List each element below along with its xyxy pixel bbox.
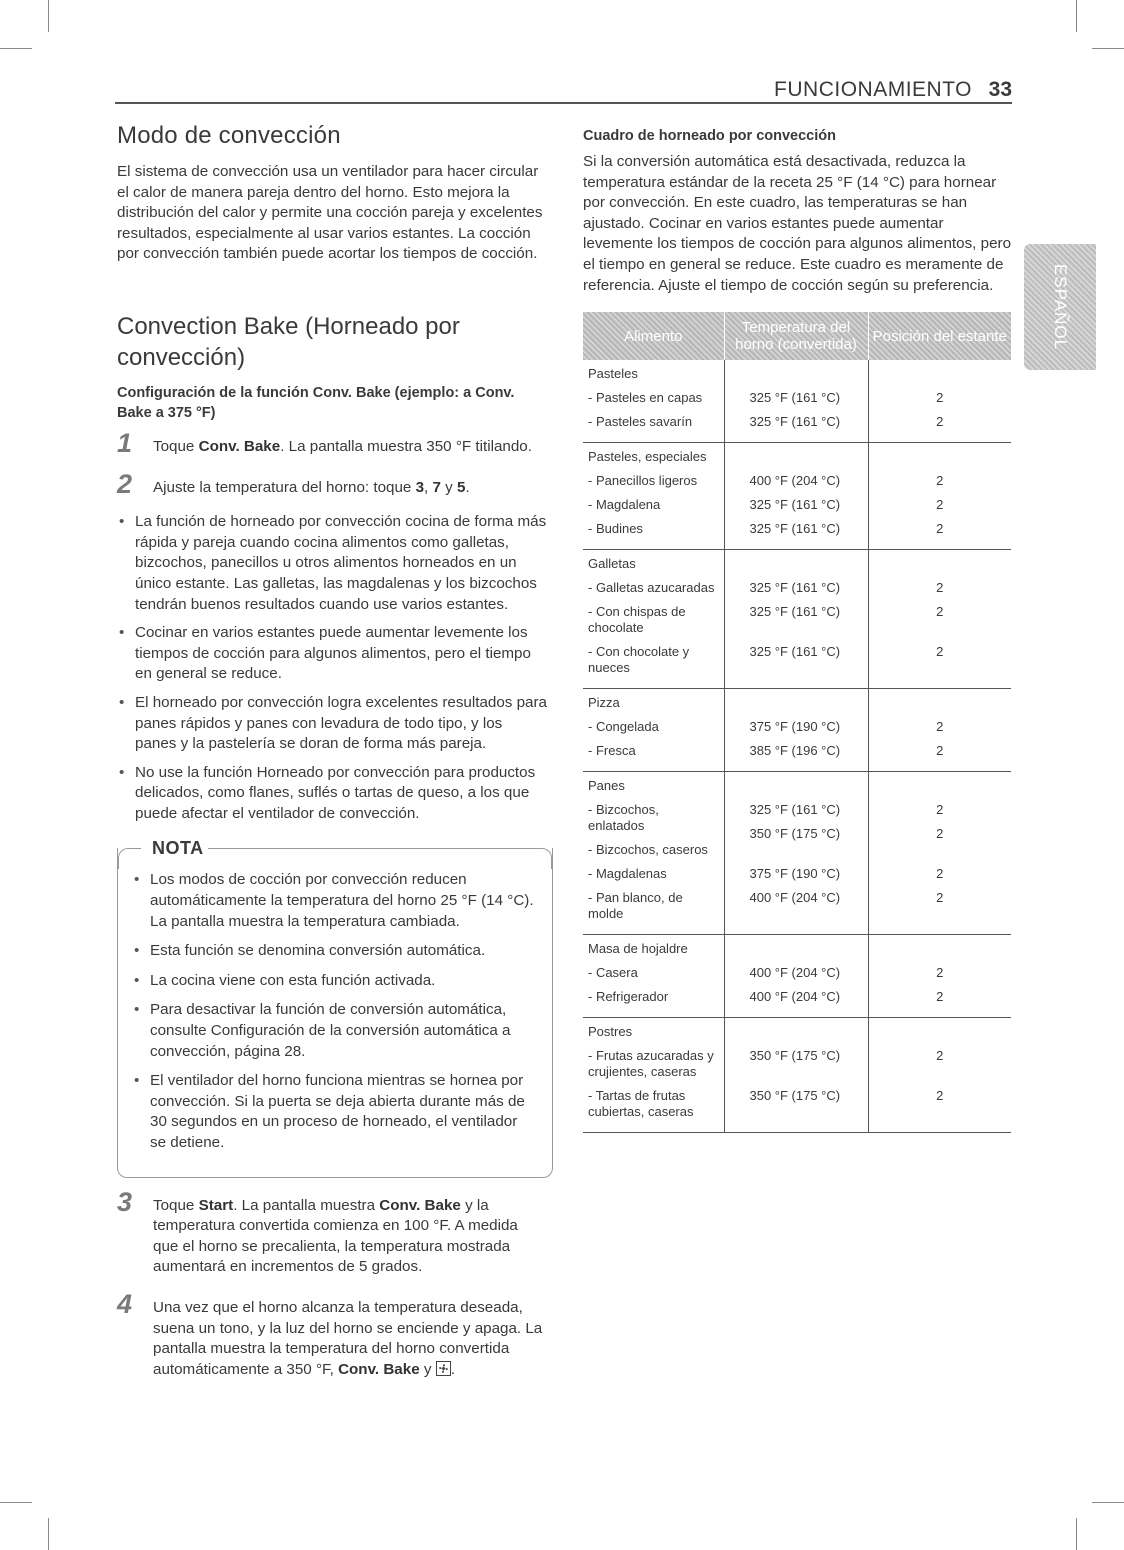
rack-position: 2 [936,1048,944,1064]
food-item: - Casera [588,965,638,981]
button-name: Start [198,1196,234,1214]
temp-value: 325 °F (161 °C) [749,390,841,406]
step-text: , [424,478,433,496]
temp-value: 350 °F (175 °C) [749,1048,841,1064]
crop-mark [1076,1518,1077,1550]
step-text: y [440,478,457,496]
temp-value: 325 °F (161 °C) [749,802,841,818]
rack-position: 2 [936,743,944,759]
crop-mark [1092,1502,1124,1503]
food-item: - Bizcochos, enlatados [588,802,659,834]
rack-position: 2 [936,866,944,882]
table-group [583,935,1011,1018]
chart-heading: Cuadro de horneado por convección [583,128,836,144]
note-box [117,838,553,1177]
subsection-heading: Convection Bake (Horneado por convección) [117,312,460,371]
food-category: Pasteles [588,366,638,382]
section-heading: Modo de convección [117,122,341,149]
note-label: NOTA [148,838,208,859]
rack-position: 2 [936,521,944,537]
table-group [583,772,1011,935]
mode-name: Conv. Bake [338,1360,420,1378]
rack-position: 2 [936,644,944,660]
table-group [583,1018,1011,1133]
right-column [583,128,1013,1133]
crop-mark [1092,48,1124,49]
food-item: - Bizcochos, caseros [588,842,708,858]
food-item: - Pasteles savarín [588,414,693,430]
section-title: FUNCIONAMIENTO [774,78,972,101]
crop-mark [0,1502,32,1503]
temp-value: 350 °F (175 °C) [749,826,841,842]
step-1 [117,427,547,458]
food-category: Galletas [588,556,636,572]
rack-position: 2 [936,414,944,430]
crop-mark [1076,0,1077,32]
left-column [117,122,547,1400]
food-item: - Pan blanco, de molde [588,890,683,922]
temp-value: 385 °F (196 °C) [749,743,841,759]
food-item: - Con chocolate y nueces [588,644,690,676]
rack-position: 2 [936,473,944,489]
note-item: • Los modos de cocción por convección reducen automáticamente la temperatura del horno 25 °F (14 °C). La pantalla muestra la temperatura cambiada. [132,870,534,932]
crop-mark [0,48,32,49]
rack-position: 2 [936,989,944,1005]
page-header [115,78,1012,104]
rack-position: 2 [936,719,944,735]
temp-value: 400 °F (204 °C) [749,890,841,906]
food-category: Postres [588,1024,633,1040]
rack-position: 2 [936,965,944,981]
col-header-rack: Posición del estante [868,312,1011,360]
note-item: • Para desactivar la función de conversión automática, consulte Configuración de la conversión automática a convección, página 28. [132,1000,534,1062]
key-name: 3 [415,478,425,496]
rack-position: 2 [936,1088,944,1104]
table-group [583,689,1011,772]
key-name: 7 [432,478,441,496]
note-item: • La cocina viene con esta función activada. [132,971,534,992]
food-item: - Frutas azucaradas y crujientes, caseras [588,1048,714,1080]
temp-value: 325 °F (161 °C) [749,414,841,430]
rack-position: 2 [936,890,944,906]
step-text: Una vez que el horno alcanza la temperatura deseada, suena un tono, y la luz del horno se enciende y apaga. La pantalla muestra la temperatura del horno convertida automáticamente a 350 °F, [153,1298,543,1378]
page-number: 33 [988,78,1012,101]
food-category: Masa de hojaldre [588,941,688,957]
temp-value: 325 °F (161 °C) [749,497,841,513]
temp-value: 325 °F (161 °C) [749,521,841,537]
food-category: Panes [588,778,625,794]
temp-value: 325 °F (161 °C) [749,644,841,660]
temp-value: 325 °F (161 °C) [749,604,841,620]
step-number: 3 [117,1186,133,1217]
step-2 [117,468,547,499]
intro-paragraph: El sistema de convección usa un ventilador para hacer circular el calor de manera pareja dentro del horno. Esto mejora la distribución del calor y permite una cocción pareja y excelentes resultados, especialmente al usar varios estantes. La cocción por convección también puede acortar los tiempos de cocción. [117,163,543,263]
step-text: . La pantalla muestra [233,1196,380,1214]
food-item: - Magdalenas [588,866,667,882]
note-item: • Esta función se denomina conversión automática. [132,941,534,962]
step-text: Ajuste la temperatura del horno: toque [153,478,416,496]
crop-mark [48,0,49,32]
step-text: y [419,1360,436,1378]
food-category: Pizza [588,695,620,711]
chart-intro: Si la conversión automática está desactivada, reduzca la temperatura estándar de la receta 25 °F (14 °C) para hornear por convección. En este cuadro, las temperaturas se han ajustado. Cocinar en varios estantes puede aumentar levemente los tiempos de cocción para algunos alimentos, pero el tiempo en general se reduce. Este cuadro es meramente de referencia. Ajuste el tiempo de cocción según su preferencia. [583,153,1012,294]
convection-chart-table [583,312,1011,1133]
food-item: - Budines [588,521,643,537]
mode-name: Conv. Bake [379,1196,461,1214]
food-item: - Fresca [588,743,636,759]
feature-bullets [117,512,547,824]
food-item: - Panecillos ligeros [588,473,698,489]
bullet-item: • El horneado por convección logra excelentes resultados para panes rápidos y panes con levadura de todo tipo, y los panes y la pastelería se doran de forma más pareja. [117,693,547,755]
bullet-item: • Cocinar en varios estantes puede aumentar levemente los tiempos de cocción para algunos alimentos, pero el tiempo en general se reduce. [117,623,547,685]
bullet-item: • La función de horneado por convección cocina de forma más rápida y pareja cuando cocina alimentos como galletas, bizcochos, panecillos u otros alimentos horneados en un único estante. Las galletas, las magdalenas y los bizcochos tendrán buenos resultados cuando use varios estantes. [117,512,547,615]
step-number: 4 [117,1288,133,1319]
step-3 [117,1186,547,1278]
rack-position: 2 [936,497,944,513]
temp-value: 375 °F (190 °C) [749,719,841,735]
food-item: - Refrigerador [588,989,669,1005]
note-item: • El ventilador del horno funciona mientras se hornea por convección. Si la puerta se deja abierta durante más de 30 segundos en un proceso de horneado, el ventilador se detiene. [132,1071,534,1153]
convection-fan-icon [436,1361,451,1376]
step-text: y la temperatura convertida comienza en 100 °F. A medida que el horno se precalienta, la temperatura mostrada aumentará en incrementos de 5 grados. [153,1196,518,1276]
temp-value: 400 °F (204 °C) [749,473,841,489]
temp-value: 325 °F (161 °C) [749,580,841,596]
table-group [583,443,1011,550]
language-tab-label: ESPAÑOL [1051,263,1070,351]
food-item: - Tartas de frutas cubiertas, caseras [588,1088,694,1120]
button-name: Conv. Bake [198,437,281,455]
food-item: - Con chispas de chocolate [588,604,686,636]
step-text: . La pantalla muestra 350 °F titilando. [280,437,532,455]
temp-value: 400 °F (204 °C) [749,965,841,981]
language-tab [1024,244,1096,370]
step-text: Toque [153,1196,199,1214]
step-number: 1 [117,427,133,458]
step-4: 4 Una vez que el horno alcanza la temperatura deseada, suena un tono, y la luz del horno se enciende y apaga. La pantalla muestra la temperatura del horno convertida automáticamente a 350 °F, Conv. Bake y . [117,1288,543,1378]
col-header-food: Alimento [583,312,724,360]
key-name: 5 [456,478,466,496]
food-item: - Congelada [588,719,659,735]
food-category: Pasteles, especiales [588,449,707,465]
bullet-item: • No use la función Horneado por convección para productos delicados, como flanes, suflés o tartas de queso, a los que puede afectar el ventilador de convección. [117,763,547,825]
col-header-temp: Temperatura del horno (convertida) [724,312,868,360]
crop-mark [48,1518,49,1550]
rack-position: 2 [936,826,944,842]
step-text: . [465,478,470,496]
food-item: - Galletas azucaradas [588,580,715,596]
temp-value: 375 °F (190 °C) [749,866,841,882]
rack-position: 2 [936,390,944,406]
step-text: Toque [153,437,199,455]
config-heading: Configuración de la función Conv. Bake (ejemplo: a Conv. Bake a 375 °F) [117,384,515,421]
temp-value: 400 °F (204 °C) [749,989,841,1005]
rack-position: 2 [936,580,944,596]
food-item: - Magdalena [588,497,661,513]
rack-position: 2 [936,802,944,818]
food-item: - Pasteles en capas [588,390,703,406]
table-group [583,360,1011,443]
temp-value: 350 °F (175 °C) [749,1088,841,1104]
rack-position: 2 [936,604,944,620]
table-group [583,550,1011,689]
step-number: 2 [117,468,133,499]
